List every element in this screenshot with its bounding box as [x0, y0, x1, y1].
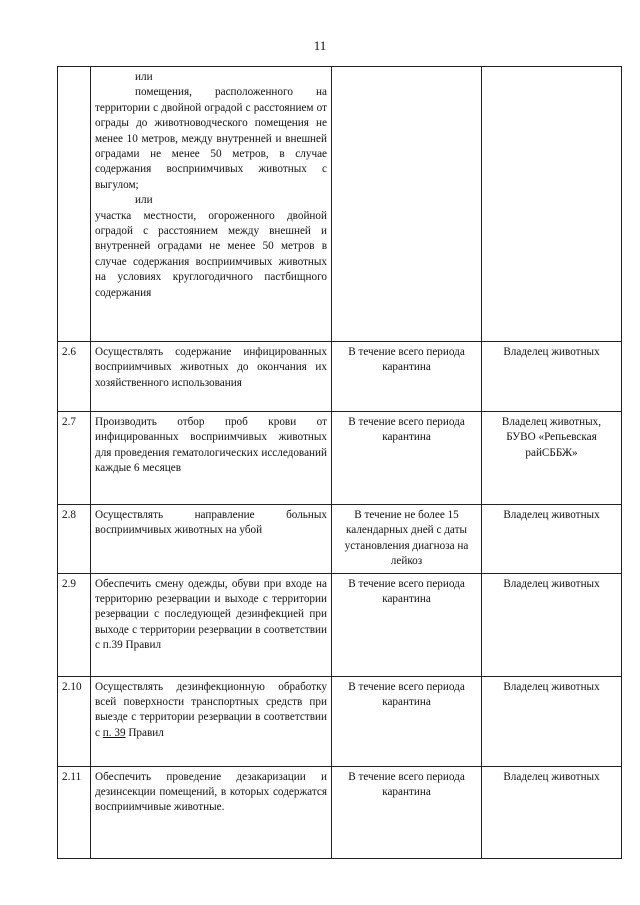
measure-description: Производить отбор проб крови от инфицированных восприимчивых животных для проведения гематологических исследований каждые 6 месяцев — [91, 412, 332, 505]
text-line: или — [135, 71, 153, 83]
measure-description — [91, 67, 332, 342]
row-number: 2.10 — [58, 676, 91, 766]
measure-term — [332, 67, 482, 342]
table-row — [58, 573, 622, 676]
row-number: 2.7 — [58, 412, 91, 505]
measure-responsible: Владелец животных — [482, 766, 622, 858]
quarantine-measures-table — [57, 66, 622, 859]
text-line: участка местности, огороженного двойной оградой с расстоянием между внешней и внутренней оградами не менее 50 метров в случае содержания восприимчивых животных на условиях круглогодичного пастбищного содержания — [95, 209, 327, 299]
row-number: 2.6 — [58, 342, 91, 412]
measure-description: Обеспечить смену одежды, обуви при входе на территорию резервации и выходе с территории резервации с последующей дезинфекцией при выходе с территории резервации в соответствии с п.39 Правил — [91, 573, 332, 676]
table-row — [58, 505, 622, 574]
measure-description-tail: Правил — [128, 726, 164, 739]
measure-description — [91, 676, 332, 766]
measure-term: В течение всего периода карантина — [332, 573, 482, 676]
measure-description: Осуществлять содержание инфицированных восприимчивых животных до окончания их хозяйственного использования — [91, 342, 332, 412]
row-number: 2.11 — [58, 766, 91, 858]
measure-description: Обеспечить проведение дезакаризации и дезинсекции помещений, в которых содержатся восприимчивые животные. — [91, 766, 332, 858]
page-number: 11 — [313, 38, 327, 53]
measure-responsible: Владелец животных — [482, 573, 622, 676]
text-line: или — [135, 194, 153, 207]
table-row — [58, 67, 622, 342]
measure-term: В течение не более 15 календарных дней с даты установления диагноза на лейкоз — [332, 505, 482, 574]
row-number: 2.8 — [58, 505, 91, 574]
measure-term: В течение всего периода карантина — [332, 342, 482, 412]
table-row — [58, 766, 622, 858]
measure-responsible: Владелец животных, БУВО «Репьевская райСББЖ» — [482, 412, 622, 505]
table-row — [58, 342, 622, 412]
measure-term: В течение всего периода карантина — [332, 412, 482, 505]
table-row — [58, 412, 622, 505]
text-line: помещения, расположенного на территории с двойной оградой с расстоянием от ограды до животноводческого помещения не менее 10 метров, между внутренней и внешней оградами не менее 50 метров, в случае содержания восприимчивых животных с выгулом; — [95, 86, 327, 191]
measure-term: В течение всего периода карантина — [332, 766, 482, 858]
measure-responsible: Владелец животных — [482, 342, 622, 412]
rule-reference: п. 39 — [102, 726, 126, 739]
measure-responsible — [482, 67, 622, 342]
table-row — [58, 676, 622, 766]
measure-responsible: Владелец животных — [482, 505, 622, 574]
measure-description: Осуществлять направление больных восприимчивых животных на убой — [91, 505, 332, 574]
row-number: 2.9 — [58, 573, 91, 676]
measure-description-main: Осуществлять дезинфекционную обработку всей поверхности транспортных средств при выезде с территории резервации в соответствии с — [95, 680, 327, 739]
measure-responsible: Владелец животных — [482, 676, 622, 766]
row-number — [58, 67, 91, 342]
measure-term: В течение всего периода карантина — [332, 676, 482, 766]
